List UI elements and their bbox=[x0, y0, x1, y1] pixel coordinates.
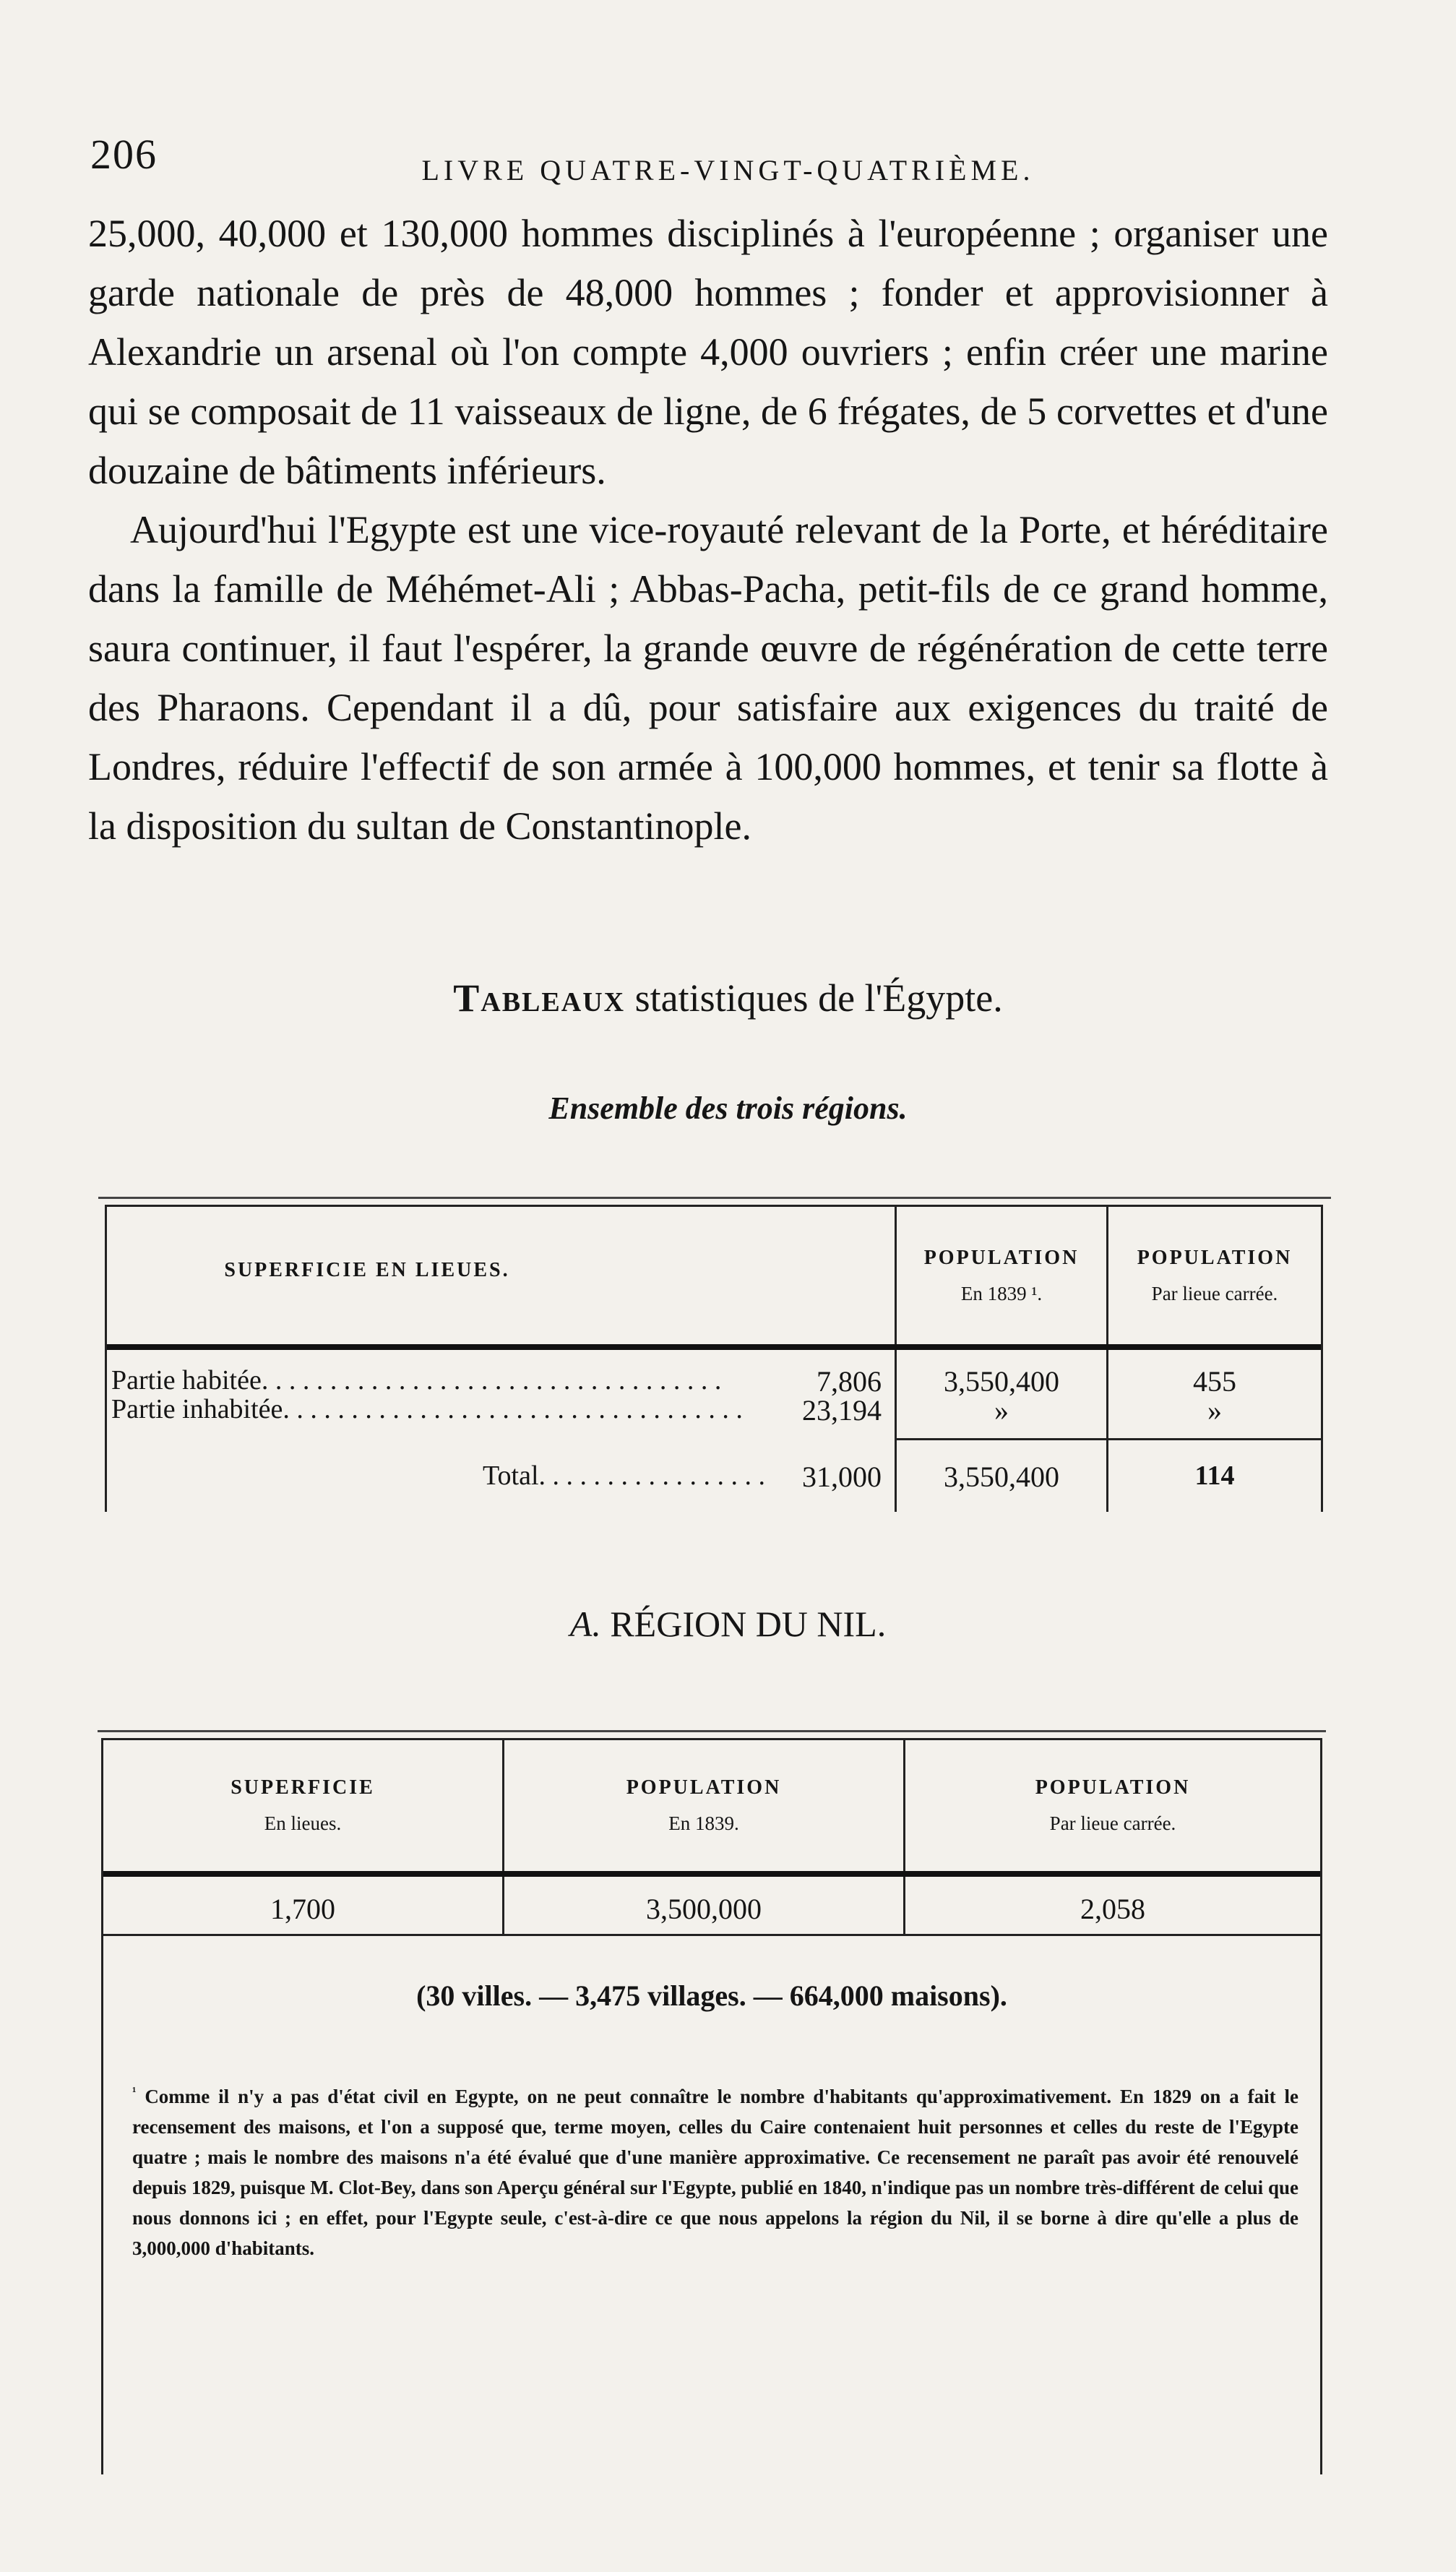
table-cell-per-lieue: » bbox=[1207, 1394, 1222, 1427]
header-superficie-sub: En lieues. bbox=[264, 1812, 342, 1834]
header-population: POPULATION bbox=[923, 1247, 1080, 1269]
row-rule bbox=[103, 1934, 1320, 1936]
stats-subtitle: Ensemble des trois régions. bbox=[548, 1091, 908, 1126]
stats-title bbox=[0, 976, 1456, 1020]
page-number: 206 bbox=[90, 131, 158, 178]
table-three-regions bbox=[105, 1205, 1323, 1512]
region-summary: (30 villes. — 3,475 villages. — 664,000 maisons). bbox=[416, 1979, 1007, 2012]
header-per-lieue: POPULATION bbox=[1035, 1776, 1191, 1799]
table-cell-per-lieue: 2,058 bbox=[1080, 1893, 1145, 1925]
table-cell-superficie: 23,194 bbox=[802, 1394, 882, 1427]
footnote bbox=[132, 2076, 1298, 2263]
table-total-per-lieue: 114 bbox=[1194, 1461, 1235, 1491]
total-rule bbox=[897, 1438, 1321, 1440]
table-row-label: Partie inhabitée. . . . . . . . . . . . . . . . . . . . . . . . . . . . . . . . . . bbox=[111, 1394, 743, 1424]
stats-title-caps: Tableaux bbox=[453, 976, 626, 1020]
table-total-label: Total. . . . . . . . . . . . . . . . . bbox=[483, 1461, 766, 1491]
header-rule bbox=[103, 1871, 1320, 1877]
table-row-label: Partie habitée. . . . . . . . . . . . . . . . . . . . . . . . . . . . . . . . . . bbox=[111, 1365, 722, 1395]
section-name: RÉGION DU NIL. bbox=[600, 1604, 887, 1644]
section-title-region-nil bbox=[0, 1603, 1456, 1645]
table-top-rule bbox=[98, 1197, 1331, 1199]
section-letter: A. bbox=[569, 1604, 601, 1644]
table-total-superficie: 31,000 bbox=[802, 1461, 882, 1493]
stats-title-rest: statistiques de l'Égypte. bbox=[625, 976, 1003, 1020]
header-per-lieue-sub: Par lieue carrée. bbox=[1049, 1812, 1176, 1834]
table-cell-superficie: 7,806 bbox=[817, 1365, 882, 1398]
table-cell-per-lieue: 455 bbox=[1193, 1365, 1236, 1398]
header-per-lieue: POPULATION bbox=[1137, 1247, 1293, 1269]
table-cell-superficie: 1,700 bbox=[270, 1893, 335, 1925]
header-superficie: SUPERFICIE EN LIEUES. bbox=[224, 1259, 510, 1281]
paragraph-2: Aujourd'hui l'Egypte est une vice-royauté relevant de la Porte, et héréditaire dans la famille de Méhémet-Ali ; Abbas-Pacha, petit-fils de ce grand homme, saura continuer, il faut l'espérer, la grande œuvre de régénération de cette terre des Pharaons. Cependant il a dû, pour satisfaire aux exigences du traité de Londres, réduire l'effectif de son armée à 100,000 hommes, et tenir sa flotte à la disposition du sultan de Constantinople. bbox=[88, 508, 1328, 848]
header-superficie: SUPERFICIE bbox=[231, 1776, 375, 1799]
header-population: POPULATION bbox=[626, 1776, 782, 1799]
header-rule bbox=[107, 1344, 1321, 1350]
table-cell-population: » bbox=[994, 1394, 1009, 1427]
table-cell-population: 3,550,400 bbox=[944, 1365, 1059, 1398]
footnote-mark: ¹ bbox=[132, 2084, 137, 2099]
body-text bbox=[88, 204, 1328, 856]
header-population-sub: En 1839 ¹. bbox=[960, 1283, 1043, 1304]
paragraph-1: 25,000, 40,000 et 130,000 hommes disciplinés à l'européenne ; organiser une garde nationale de près de 48,000 hommes ; fonder et approvisionner à Alexandrie un arsenal où l'on compte 4,000 ouvriers ; enfin créer une marine qui se composait de 11 vaisseaux de ligne, de 6 frégates, de 5 corvettes et d'une douzaine de bâtiments inférieurs. bbox=[88, 212, 1328, 492]
table-region-nil bbox=[101, 1738, 1322, 2474]
table-top-rule bbox=[98, 1730, 1326, 1732]
footnote-text: Comme il n'y a pas d'état civil en Egypte, on ne peut connaître le nombre d'habitants qu'approximativement. En 1829 on a fait le recensement des maisons, et l'on a supposé que, terme moyen, celles du Caire contenaient huit personnes et celles du reste de l'Egypte quatre ; mais le nombre des maisons n'a été évalué que d'une manière approximative. Ce recensement ne paraît pas avoir été renouvelé depuis 1829, puisque M. Clot-Bey, dans son Aperçu général sur l'Egypte, publié en 1840, n'indique pas un nombre très-différent de celui que nous donnons ici ; en effet, pour l'Egypte seule, c'est-à-dire ce que nous appelons la région du Nil, il se borne à dire qu'elle a plus de 3,000,000 d'habitants. bbox=[132, 2086, 1298, 2259]
table-cell-population: 3,500,000 bbox=[646, 1893, 762, 1925]
table-total-population: 3,550,400 bbox=[944, 1461, 1059, 1493]
header-population-sub: En 1839. bbox=[668, 1812, 739, 1834]
header-per-lieue-sub: Par lieue carrée. bbox=[1151, 1283, 1278, 1304]
running-head: LIVRE QUATRE-VINGT-QUATRIÈME. bbox=[421, 154, 1035, 186]
